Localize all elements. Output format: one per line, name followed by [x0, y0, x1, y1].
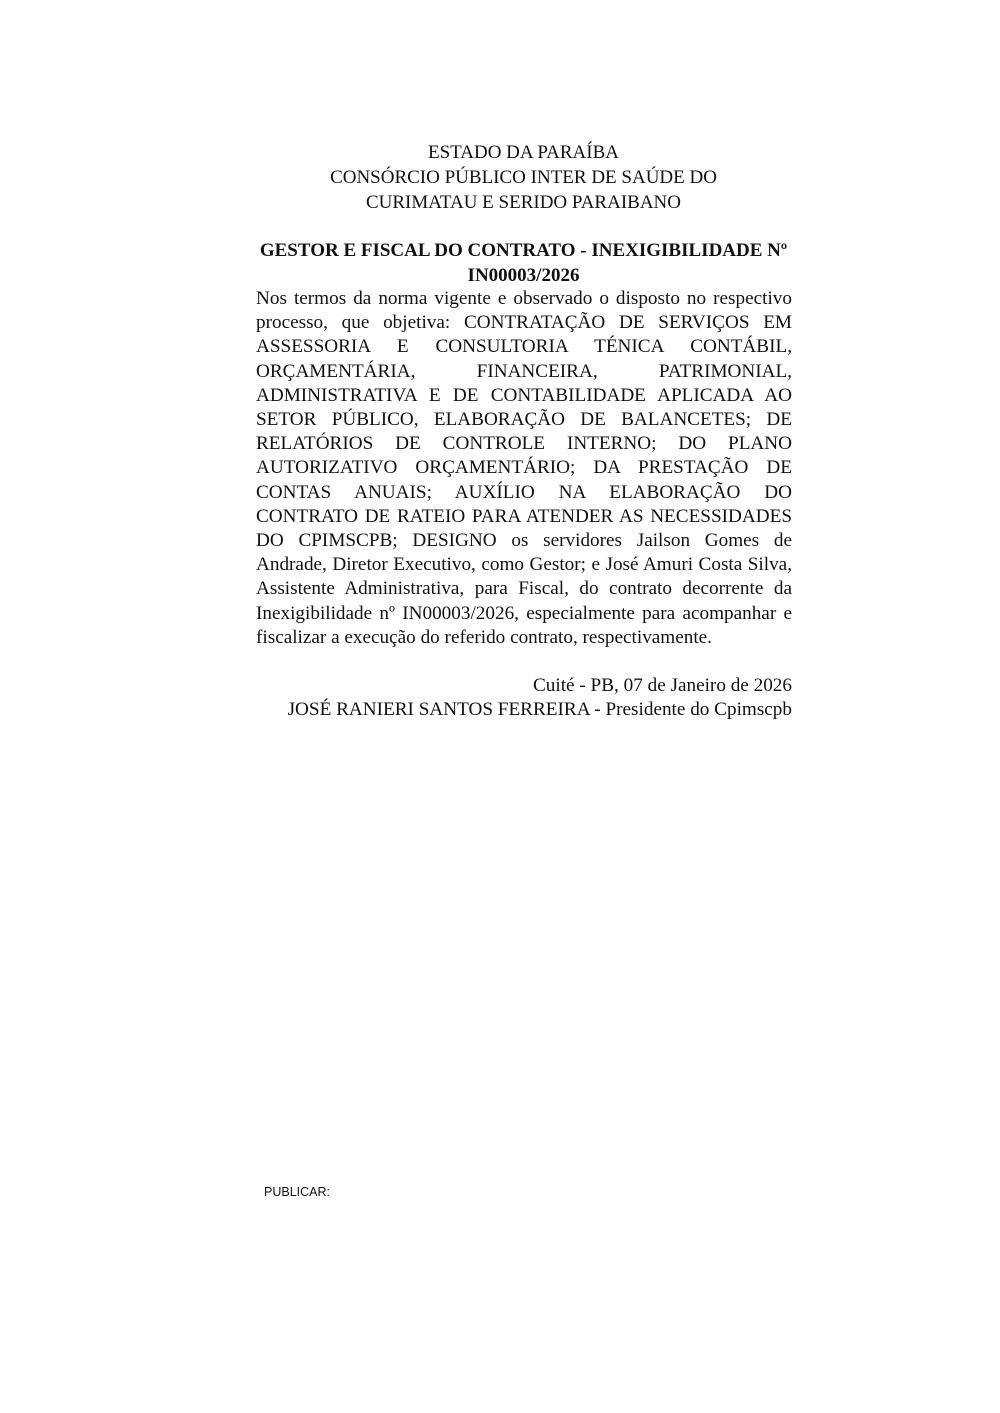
- header-region: CURIMATAU E SERIDO PARAIBANO: [365, 192, 681, 213]
- header-consortium: CONSÓRCIO PÚBLICO INTER DE SAÚDE DO: [330, 167, 717, 188]
- date-place-line: Cuité - PB, 07 de Janeiro de 2026: [533, 675, 792, 696]
- body-paragraph: Nos termos da norma vigente e observado o disposto no respectivo processo, que objetiva: CONTRATAÇÃO DE SERVIÇOS EM ASSESSORIA E CONSULTORIA TÉNICA CONTÁBIL, ORÇAMENTÁRIA, FINANCEIRA, PATRIMONIAL, ADMINISTRATIVA E DE CONTABILIDADE APLICADA AO SETOR PÚBLICO, ELABORAÇÃO DE BALANCETES; DE RELATÓRIOS DE CONTROLE INTERNO; DO PLANO AUTORIZATIVO ORÇAMENTÁRIO; DA PRESTAÇÃO DE CONTAS ANUAIS; AUXÍLIO NA ELABORAÇÃO DO CONTRATO DE RATEIO PARA ATENDER AS NECESSIDADES DO CPIMSCPB; DESIGNO os servidores Jailson Gomes de Andrade, Diretor Executivo, como Gestor; e José Amuri Costa Silva, Assistente Administrativa, para Fiscal, do contrato decorrente da Inexigibilidade nº IN00003/2026, especialmente para acompanhar e fiscalizar a execução do referido contrato, respectivamente.: [256, 288, 792, 648]
- document-title: [250, 238, 797, 288]
- document-header: [250, 140, 797, 215]
- title-line-1: GESTOR E FISCAL DO CONTRATO - INEXIGIBILIDADE Nº: [259, 240, 788, 261]
- title-line-2: IN00003/2026: [467, 265, 580, 286]
- signature-line: JOSÉ RANIERI SANTOS FERREIRA - Presidente do Cpimscpb: [287, 699, 792, 720]
- publish-label: PUBLICAR:: [264, 1185, 330, 1199]
- header-state: ESTADO DA PARAÍBA: [428, 142, 619, 163]
